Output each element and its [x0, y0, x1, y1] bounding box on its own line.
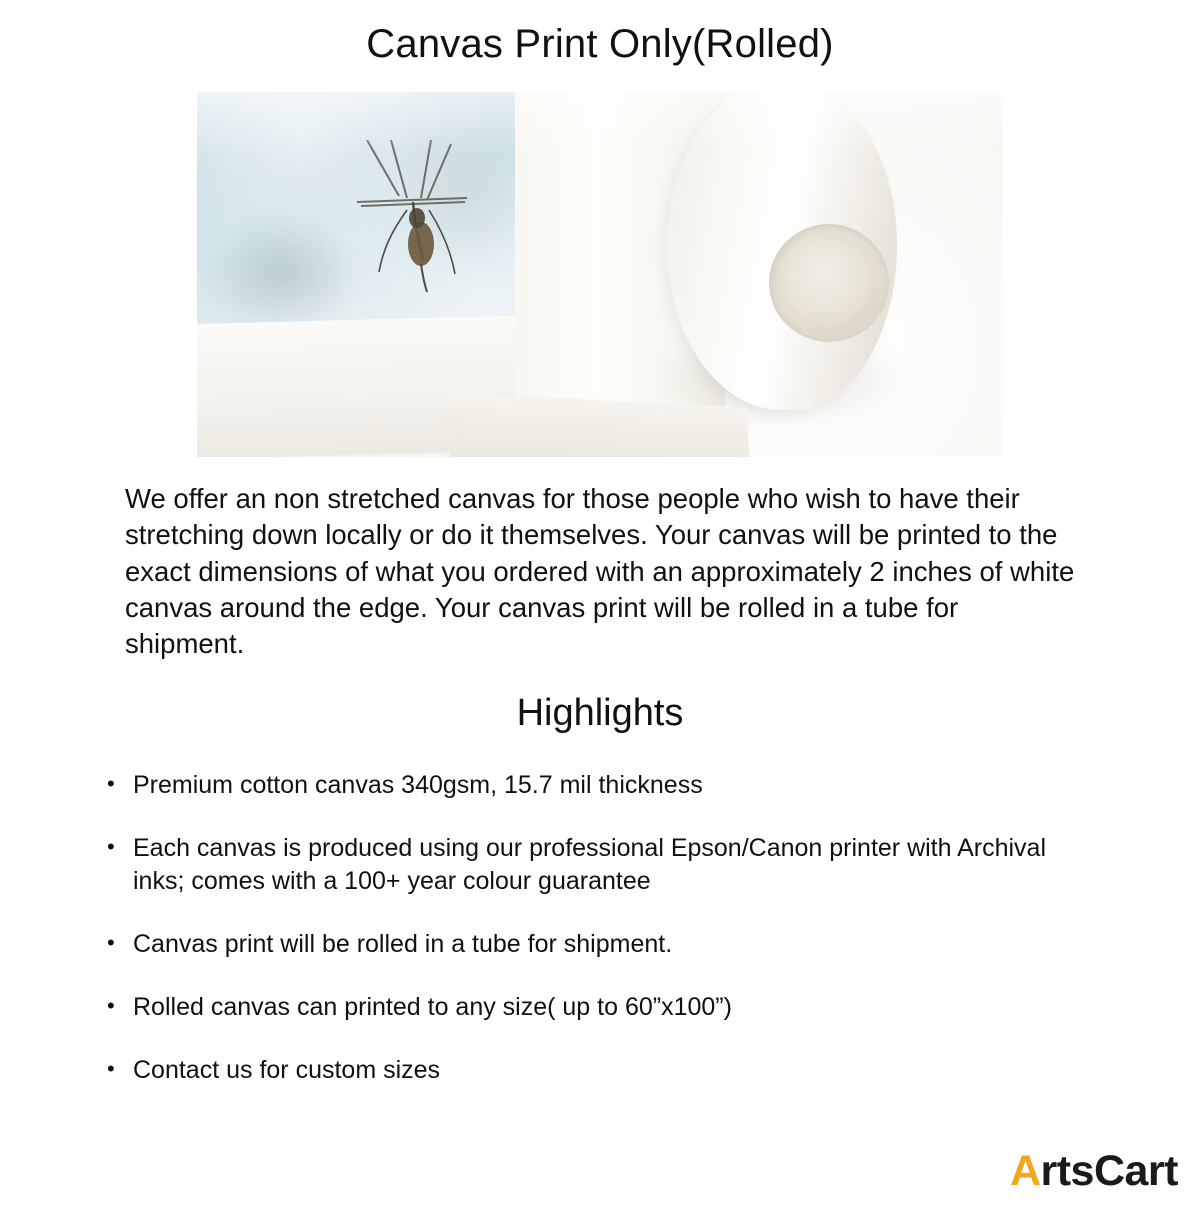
product-description: We offer an non stretched canvas for those people who wish to have their stretching down locally or do it themselves. Your canvas will be printed to the exact dimensions of what you ordered with an approximately 2 inches of white canvas around the edge. Your canvas print will be rolled in a tube for shipment. — [125, 483, 1075, 660]
hero-image-container — [197, 92, 1003, 457]
bullet-icon: • — [107, 771, 115, 797]
list-item — [105, 769, 1095, 802]
list-item-label: Rolled canvas can printed to any size( up to 60”x100”) — [133, 993, 732, 1022]
rolled-canvas-photo — [197, 92, 1003, 457]
list-item-label: Canvas print will be rolled in a tube for shipment. — [133, 930, 673, 959]
bullet-icon: • — [107, 930, 115, 956]
list-item — [105, 991, 1095, 1024]
list-item — [105, 1054, 1095, 1087]
list-item — [105, 928, 1095, 961]
mosquito-icon — [347, 140, 497, 300]
list-item-label: Each canvas is produced using our professional Epson/Canon printer with Archival inks; comes with a 100+ year colour guarantee — [133, 834, 1047, 896]
product-info-page — [0, 20, 1200, 1220]
logo-text: rtsCart — [1040, 1147, 1178, 1195]
brand-logo — [1010, 1147, 1178, 1196]
highlights-heading: Highlights — [516, 692, 684, 735]
page-title: Canvas Print Only(Rolled) — [366, 22, 834, 66]
highlights-list — [105, 769, 1095, 1087]
bullet-icon: • — [107, 993, 115, 1019]
blur-smudge-icon — [207, 212, 357, 332]
list-item — [105, 832, 1095, 898]
list-item-label: Premium cotton canvas 340gsm, 15.7 mil thickness — [133, 771, 703, 800]
photo-highlight — [197, 92, 1003, 152]
canvas-curl-core — [785, 240, 871, 324]
logo-accent-letter: A — [1009, 1147, 1041, 1195]
list-item-label: Contact us for custom sizes — [133, 1056, 441, 1085]
bullet-icon: • — [107, 834, 115, 860]
bullet-icon: • — [107, 1056, 115, 1082]
